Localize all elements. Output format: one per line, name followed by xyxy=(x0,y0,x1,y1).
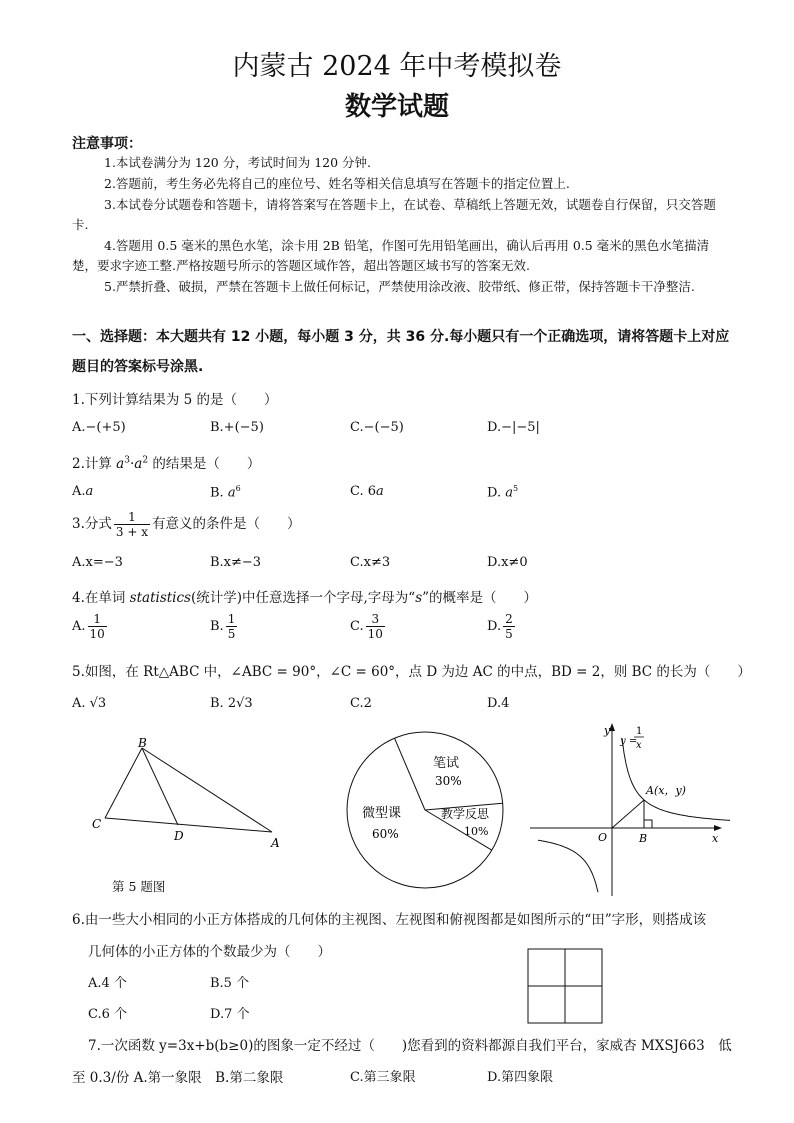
q4-option-b xyxy=(210,612,239,641)
q4-opt-a-num: 1 xyxy=(88,612,107,627)
q4-word: statistics xyxy=(129,590,191,606)
question-6-line-2: 几何体的小正方体的个数最少为（ ） xyxy=(88,944,331,960)
q3-option-b: B.x≠−3 xyxy=(210,555,262,570)
q2-opt-a-var: a xyxy=(85,484,94,499)
side-bc xyxy=(105,748,142,818)
q4-letter: s xyxy=(415,590,423,606)
side-ca xyxy=(105,818,272,832)
q4-opt-d-den: 5 xyxy=(505,627,513,641)
function-num: 1 xyxy=(636,726,643,737)
q4-opt-a-label: A. xyxy=(72,619,86,634)
function-graph xyxy=(530,718,730,898)
q4-opt-b-label: B. xyxy=(210,619,224,634)
vertex-b-label: B xyxy=(138,736,147,750)
function-den: x xyxy=(636,740,642,751)
q4-opt-c-num: 3 xyxy=(366,612,385,627)
q3-option-d: D.x≠0 xyxy=(487,555,528,570)
q2-stem-post: 的结果是（ ） xyxy=(148,456,261,472)
q3-stem-post: 有意义的条件是（ ） xyxy=(151,516,301,532)
q2-var-a2: a xyxy=(134,456,143,472)
q2-opt-d-label: D. xyxy=(487,485,502,501)
q2-sup-1: 3 xyxy=(124,455,130,466)
q6-option-d: D.7 个 xyxy=(210,1007,250,1022)
q4-opt-b-den: 5 xyxy=(227,627,236,641)
exam-subtitle: 数学试题 xyxy=(344,92,449,122)
q2-opt-c-var: a xyxy=(376,484,384,499)
note-item-2: 2.答题前，考生务必先将自己的座位号、姓名等相关信息填写在答题卡的指定位置上. xyxy=(104,176,570,191)
q2-option-a xyxy=(72,484,93,499)
exam-title: 内蒙古 2024 年中考模拟卷 xyxy=(232,51,562,82)
right-angle-mark xyxy=(644,820,652,828)
q3-frac-den: 3 + x xyxy=(115,525,148,539)
x-axis-arrow xyxy=(714,825,722,831)
vertex-a-label: A xyxy=(271,836,280,850)
q3-fraction xyxy=(114,510,150,539)
q2-option-d xyxy=(487,484,518,500)
q4-stem-mid: (统计学)中任意选择一个字母,字母为“ xyxy=(190,590,416,606)
q5-option-a: A. √3 xyxy=(72,696,107,711)
q4-opt-d-frac xyxy=(503,612,515,641)
notes-heading: 注意事项： xyxy=(72,136,142,152)
q2-opt-a-label: A. xyxy=(72,484,86,499)
y-axis-label: y xyxy=(604,724,611,737)
q4-stem-post: ”的概率是（ ） xyxy=(422,590,538,606)
q4-opt-c-label: C. xyxy=(350,619,364,634)
question-7-line-2: 至 0.3/份 A.第一象限 B.第二象限 xyxy=(72,1070,284,1086)
note-item-1: 1.本试卷满分为 120 分，考试时间为 120 分钟. xyxy=(104,155,372,170)
pie-chart xyxy=(340,725,510,895)
q3-option-c: C.x≠3 xyxy=(350,555,391,570)
note-item-5: 5.严禁折叠、破损，严禁在答题卡上做任何标记，严禁使用涂改液、胶带纸、修正带，保持答题卡干净整洁. xyxy=(104,279,695,294)
q2-dot: · xyxy=(129,456,135,472)
q3-option-a: A.x=−3 xyxy=(72,555,123,570)
q4-opt-c-den: 10 xyxy=(367,627,383,641)
q4-opt-b-num: 1 xyxy=(227,612,236,626)
slice-label-微型课: 微型课 xyxy=(362,806,402,821)
question-1-stem: 1.下列计算结果为 5 的是（ ） xyxy=(72,392,278,408)
function-lhs: y = xyxy=(620,736,638,747)
q1-option-c: C.−(−5) xyxy=(350,420,404,435)
q2-option-c xyxy=(350,484,384,499)
q2-option-b xyxy=(210,484,241,500)
point-a-label: A(x，y) xyxy=(646,784,686,797)
question-4-stem xyxy=(72,586,537,606)
q1-option-b: B.+(−5) xyxy=(210,420,264,435)
question-5-stem: 5.如图，在 Rt△ABC 中，∠ABC = 90°，∠C = 60°，点 D 为边 AC 的中点，BD = 2，则 BC 的长为（ ） xyxy=(72,664,751,680)
q2-opt-d-sup: 5 xyxy=(513,484,519,493)
note-item-3: 3.本试卷分试题卷和答题卡，请将答案写在答题卡上，在试卷、草稿纸上答题无效，试题卷自行保留，只交答题卡. xyxy=(72,197,716,232)
q5-option-c: C.2 xyxy=(350,696,372,711)
hyperbola-branch-negative xyxy=(538,840,598,892)
q5-option-d: D.4 xyxy=(487,696,510,711)
segment-oa xyxy=(612,800,644,828)
note-item-4: 4.答题用 0.5 毫米的黑色水笔，涂卡用 2B 铅笔，作图可先用铅笔画出，确认后再用 0.5 毫米的黑色水笔描清楚，要求字迹工整.严格按题号所示的答题区域作答，超出答题区域书写的答案无效. xyxy=(72,238,710,273)
q4-option-c xyxy=(350,612,387,641)
triangle-figure xyxy=(80,730,300,860)
q2-sup-2: 2 xyxy=(142,455,149,466)
figure-5-caption: 第 5 题图 xyxy=(112,879,166,894)
question-3-stem xyxy=(72,510,300,539)
question-2-stem xyxy=(72,452,260,472)
q3-frac-num: 1 xyxy=(114,510,150,525)
q4-stem-pre: 4.在单词 xyxy=(72,590,130,606)
vertex-c-label: C xyxy=(92,817,102,831)
q7-option-c: C.第三象限 xyxy=(350,1070,416,1085)
q5-option-b: B. 2√3 xyxy=(210,696,253,711)
q4-opt-a-den: 10 xyxy=(89,627,105,641)
slice-value-教学反思: 10% xyxy=(464,825,489,838)
x-axis-label: x xyxy=(712,832,719,845)
point-d-label: D xyxy=(174,829,184,843)
section-heading: 一、选择题：本大题共有 12 小题，每小题 3 分，共 36 分.每小题只有一个正确选项，请将答题卡上对应题目的答案标号涂黑. xyxy=(72,329,730,375)
slice-value-微型课: 60% xyxy=(372,827,399,841)
q2-opt-b-var: a xyxy=(227,485,236,501)
slice-label-教学反思: 教学反思 xyxy=(441,807,490,821)
q4-option-d xyxy=(487,612,517,641)
q2-opt-d-var: a xyxy=(505,485,513,501)
q2-opt-c-label: C. 6 xyxy=(350,484,377,499)
q2-var-a1: a xyxy=(116,456,125,472)
origin-label: O xyxy=(598,831,608,844)
q6-option-b: B.5 个 xyxy=(210,976,250,991)
tian-grid-figure xyxy=(527,948,603,1024)
q7-option-d: D.第四象限 xyxy=(487,1070,554,1085)
q3-stem-pre: 3.分式 xyxy=(72,516,112,532)
slice-label-笔试: 笔试 xyxy=(433,756,460,771)
q2-opt-b-label: B. xyxy=(210,485,224,501)
slice-value-笔试: 30% xyxy=(435,774,462,788)
q2-opt-b-sup: 6 xyxy=(235,484,241,493)
q1-option-a: A.−(+5) xyxy=(72,420,126,435)
question-7-line-1: 7.一次函数 y=3x+b(b≥0)的图象一定不经过（ )您看到的资料都源自我们平台，家威杏 MXSJ663 低 xyxy=(88,1038,732,1054)
q4-opt-c-frac xyxy=(366,612,385,641)
q6-option-c: C.6 个 xyxy=(88,1007,128,1022)
question-6-line-1: 6.由一些大小相同的小正方体搭成的几何体的主视图、左视图和俯视图都是如图所示的“田”字形，则搭成该 xyxy=(72,912,707,928)
q4-opt-d-num: 2 xyxy=(505,612,513,626)
q2-stem-pre: 2.计算 xyxy=(72,456,117,472)
q4-opt-d-label: D. xyxy=(487,619,502,634)
point-b-label: B xyxy=(639,832,648,845)
q1-option-d: D.−|−5| xyxy=(487,420,540,435)
q4-option-a xyxy=(72,612,109,641)
q6-option-a: A.4 个 xyxy=(88,976,127,991)
q4-opt-a-frac xyxy=(88,612,107,641)
q4-opt-b-frac xyxy=(226,612,238,641)
